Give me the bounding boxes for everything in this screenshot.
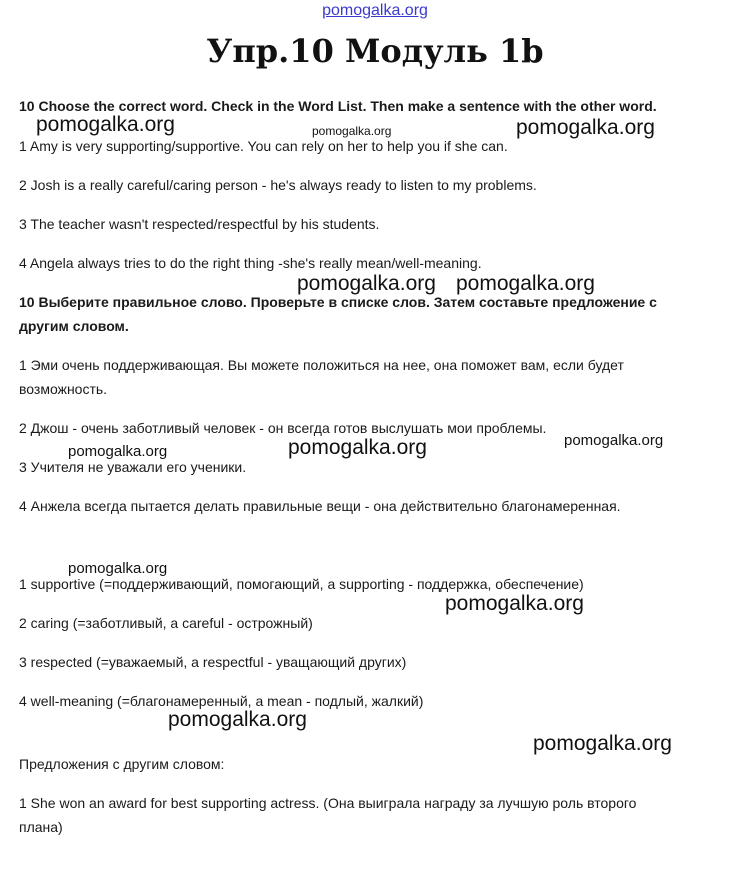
watermark: pomogalka.org (533, 732, 672, 755)
watermark: pomogalka.org (445, 592, 584, 615)
watermark: pomogalka.org (297, 272, 436, 295)
watermark: pomogalka.org (312, 124, 392, 138)
watermark: pomogalka.org (68, 560, 168, 577)
watermark: pomogalka.org (564, 432, 664, 449)
english-item-3: 3 The teacher wasn't respected/respectful by his students. (19, 216, 380, 232)
watermark: pomogalka.org (168, 708, 307, 731)
answer-2: 2 caring (=заботливый, а careful - острожный) (19, 615, 313, 631)
watermark: pomogalka.org (288, 436, 427, 459)
english-item-2: 2 Josh is a really careful/caring person - he's always ready to listen to my problems. (19, 177, 537, 193)
watermark: pomogalka.org (68, 443, 168, 460)
russian-instruction-line2: другим словом. (19, 318, 129, 334)
answer-3: 3 respected (=уважаемый, а respectful - уващающий других) (19, 654, 407, 670)
russian-item-1-line1: 1 Эми очень поддерживающая. Вы можете положиться на нее, она поможет вам, если будет (19, 357, 624, 373)
russian-item-1-line2: возможность. (19, 381, 108, 397)
russian-item-4: 4 Анжела всегда пытается делать правильные вещи - она действительно благонамеренная. (19, 498, 621, 514)
russian-instruction-line1: 10 Выберите правильное слово. Проверьте в списке слов. Затем составьте предложение с (19, 294, 657, 310)
page-title: Упр.10 Модуль 1b (206, 32, 544, 70)
russian-item-3: 3 Учителя не уважали его ученики. (19, 459, 247, 475)
russian-item-2: 2 Джош - очень заботливый человек - он всегда готов выслушать мои проблемы. (19, 420, 547, 436)
sentence-1-line2: плана) (19, 819, 63, 835)
watermark: pomogalka.org (456, 272, 595, 295)
sentence-1-line1: 1 She won an award for best supporting actress. (Она выиграла награду за лучшую роль второго (19, 795, 637, 811)
watermark: pomogalka.org (516, 116, 655, 139)
watermark: pomogalka.org (36, 113, 175, 136)
english-item-1: 1 Amy is very supporting/supportive. You can rely on her to help you if she can. (19, 138, 508, 154)
english-instruction: 10 Choose the correct word. Check in the Word List. Then make a sentence with the other word. (19, 98, 657, 114)
site-link[interactable]: pomogalka.org (322, 2, 428, 19)
english-item-4: 4 Angela always tries to do the right thing -she's really mean/well-meaning. (19, 255, 482, 271)
sentences-heading: Предложения с другим словом: (19, 756, 225, 772)
answer-1: 1 supportive (=поддерживающий, помогающий, а supporting - поддержка, обеспечение) (19, 576, 584, 592)
answer-4: 4 well-meaning (=благонамеренный, а mean - подлый, жалкий) (19, 693, 424, 709)
